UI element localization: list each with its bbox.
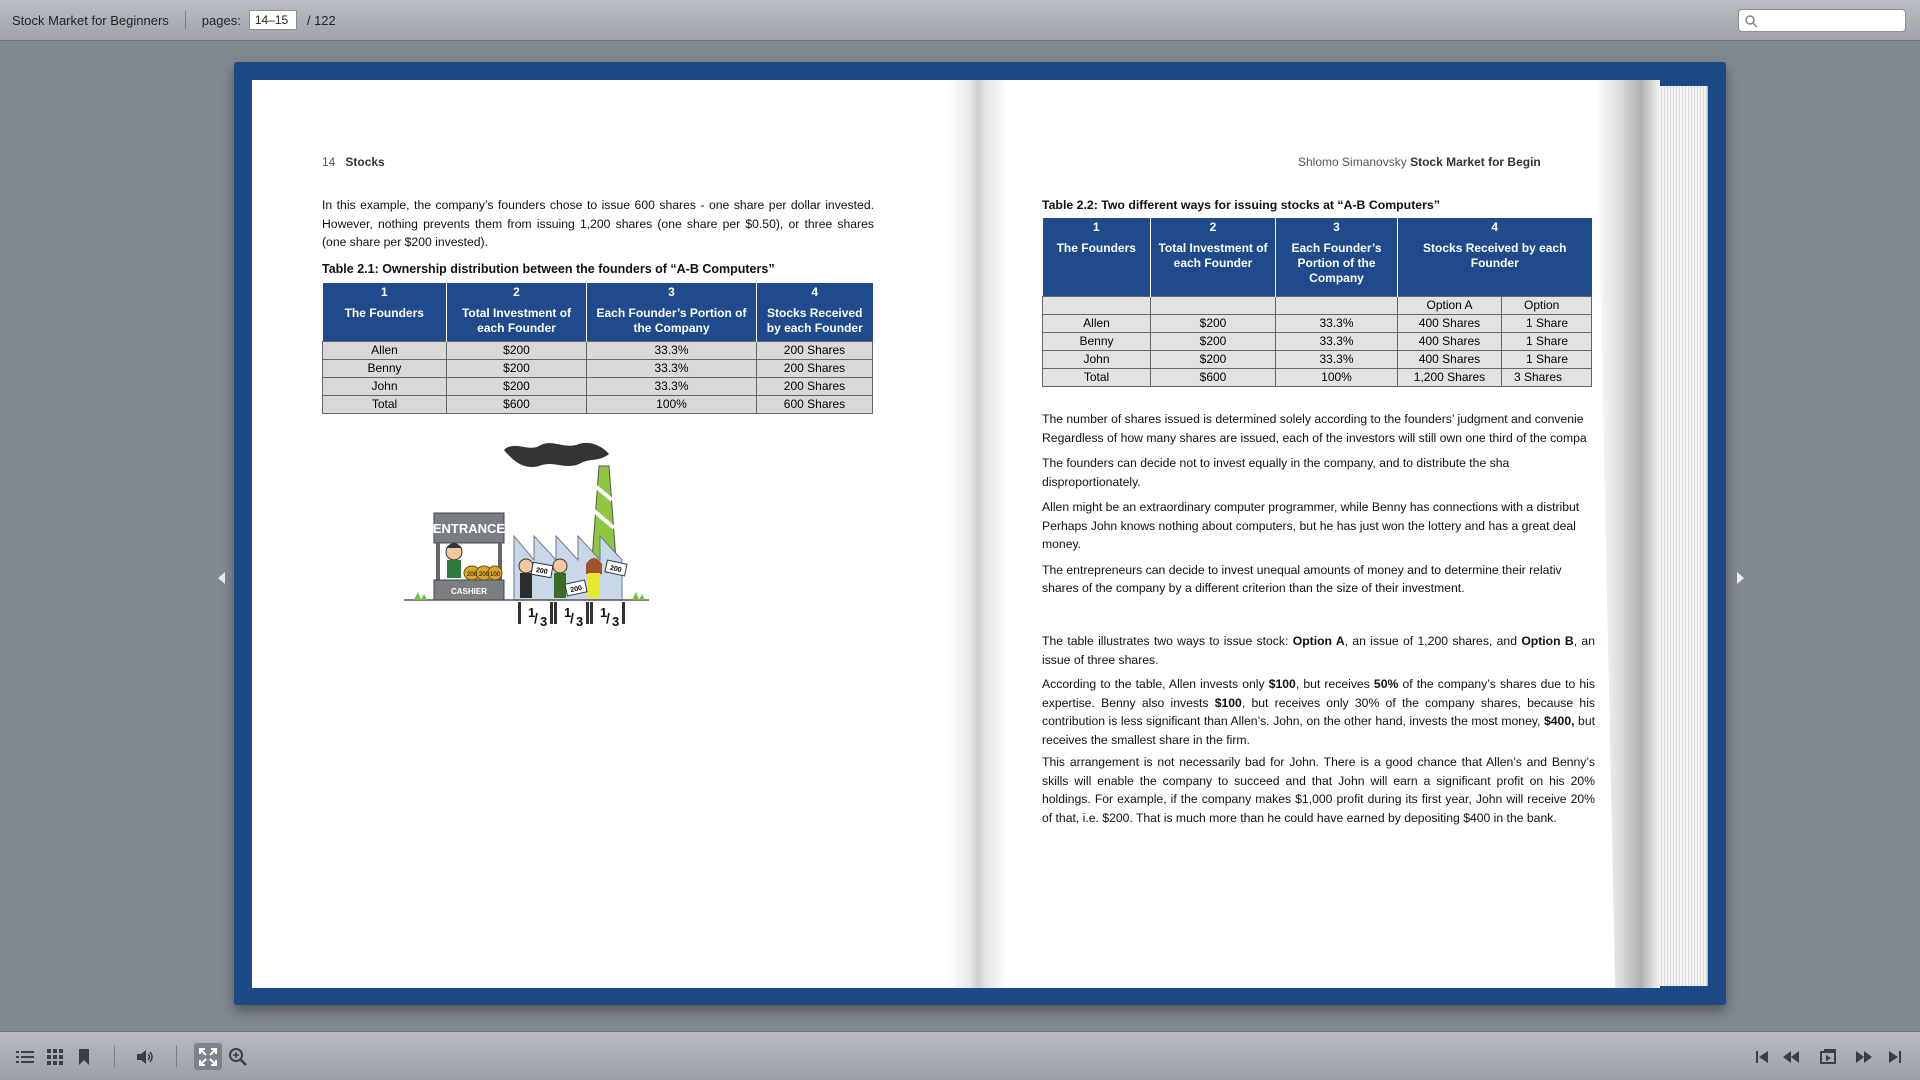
first-page-icon[interactable] bbox=[1752, 1046, 1774, 1068]
paragraph: According to the table, Allen invests only $100, but receives 50% of the company’s shares due to his expertise. Benny also invests $100, but receives only 30% of the company shares, because his contribution is less significant than Allen’s. John, on the other hand, invests the most money, $400, but receives the smallest share in the firm. bbox=[1042, 677, 1595, 747]
table-caption: Table 2.2: Two different ways for issuing stocks at “A-B Computers” bbox=[1042, 198, 1440, 212]
page-number-input[interactable] bbox=[249, 10, 297, 30]
page-number: 14 bbox=[322, 155, 336, 169]
table-row: John $200 33.3% 200 Shares bbox=[323, 377, 873, 395]
page-count: / 122 bbox=[306, 12, 336, 28]
toolbar-divider bbox=[185, 11, 186, 29]
previous-page-arrow[interactable] bbox=[218, 572, 225, 584]
sound-icon[interactable] bbox=[134, 1046, 156, 1068]
book-gutter bbox=[948, 80, 1008, 988]
svg-text:200: 200 bbox=[569, 584, 583, 595]
svg-text:3: 3 bbox=[612, 614, 620, 629]
table-caption: Table 2.1: Ownership distribution between the founders of “A-B Computers” bbox=[322, 262, 775, 276]
svg-text:1: 1 bbox=[600, 605, 608, 620]
paragraph: The number of shares issued is determined solely according to the founders’ judgment and convenie Regardless of how many shares are issued, each of the investors will still own one third of the compa The founders can decide not to invest equally in the company, and to distribute the sha disproportionately. Allen might be an extraordinary computer programmer, while Benny has connections with a distribut Perhaps John knows nothing about computers, but he has just won the lottery and has a great deal money. The entrepreneurs can decide to invest unequal amounts of money and to determine their relativ shares of the company by a different criterion than the size of their investment. bbox=[1042, 412, 1587, 595]
fullscreen-icon bbox=[197, 1046, 219, 1068]
document-title: Stock Market for Beginners bbox=[12, 12, 169, 28]
svg-text:200: 200 bbox=[466, 572, 478, 578]
page-view-icon[interactable] bbox=[1817, 1046, 1839, 1068]
table-header: 4 Stocks Received by each Founder bbox=[757, 283, 873, 341]
last-page-icon[interactable] bbox=[1883, 1046, 1905, 1068]
pages-label: pages: bbox=[201, 12, 241, 28]
svg-text:1: 1 bbox=[564, 605, 572, 620]
table-row: Allen $200 33.3% 400 Shares 1 Share bbox=[1043, 314, 1592, 332]
running-header bbox=[322, 155, 385, 169]
next-page-icon[interactable] bbox=[1853, 1046, 1875, 1068]
table-row: Total $600 100% 1,200 Shares 3 Shares bbox=[1043, 368, 1592, 386]
table-header: 4 Stocks Received by each Founder bbox=[1398, 218, 1592, 296]
table-header: 1 The Founders bbox=[323, 283, 447, 341]
search-input[interactable] bbox=[1761, 13, 1901, 29]
svg-text:1: 1 bbox=[528, 605, 536, 620]
factory-illustration bbox=[394, 440, 654, 660]
fullscreen-button[interactable] bbox=[194, 1043, 222, 1070]
zoom-icon[interactable] bbox=[227, 1046, 249, 1068]
table-header: 3 Each Founder’s Portion of the Company bbox=[1276, 218, 1398, 296]
svg-text:100: 100 bbox=[489, 572, 501, 578]
svg-text:200: 200 bbox=[609, 564, 623, 575]
table-of-contents-icon[interactable] bbox=[14, 1046, 36, 1068]
table-header: 2 Total Investment of each Founder bbox=[1151, 218, 1276, 296]
table-header: 1 The Founders bbox=[1043, 218, 1151, 296]
paragraph: In this example, the company’s founders chose to issue 600 shares - one share per dollar invested. However, nothing prevents them from issuing 1,200 shares (one share per $0.50), or three shares (one share per $200 invested). bbox=[322, 198, 874, 249]
paragraph: The table illustrates two ways to issue stock: Option A, an issue of 1,200 shares, and Option B, an issue of three shares. bbox=[1042, 634, 1595, 667]
cashier-sign: CASHIER bbox=[450, 587, 488, 596]
author-name: Shlomo Simanovsky bbox=[1298, 155, 1407, 169]
bookmark-icon[interactable] bbox=[73, 1046, 95, 1068]
top-toolbar bbox=[0, 0, 1920, 41]
table-header: 3 Each Founder’s Portion of the Company bbox=[587, 283, 757, 341]
search-icon bbox=[1744, 14, 1758, 28]
table-row: Benny $200 33.3% 200 Shares bbox=[323, 359, 873, 377]
svg-text:3: 3 bbox=[540, 614, 548, 629]
issuing-options-table bbox=[1042, 218, 1592, 387]
table-row: Allen $200 33.3% 200 Shares bbox=[323, 341, 873, 359]
table-row: Benny $200 33.3% 400 Shares 1 Share bbox=[1043, 332, 1592, 350]
table-row: Total $600 100% 600 Shares bbox=[323, 395, 873, 413]
toolbar-divider bbox=[176, 1045, 177, 1067]
svg-text:200: 200 bbox=[535, 567, 549, 576]
chapter-title: Stocks bbox=[345, 155, 385, 169]
next-page-arrow[interactable] bbox=[1737, 572, 1744, 584]
paragraph: This arrangement is not necessarily bad for John. There is a good chance that Allen’s and Benny’s skills will enable the company to succeed and that John will earn a significant profit on his 20% holdings. For example, if the company makes $1,000 profit during its first year, John will receive 20% of that, i.e. $200. That is much more than he could have earned by depositing $400 in the bank. bbox=[1042, 755, 1595, 825]
svg-text:/: / bbox=[570, 610, 574, 626]
entrance-sign: ENTRANCE bbox=[432, 521, 506, 536]
svg-text:3: 3 bbox=[576, 614, 584, 629]
table-subheader-row: Option A Option bbox=[1043, 296, 1592, 314]
thumbnails-icon[interactable] bbox=[44, 1046, 66, 1068]
page-edges bbox=[1656, 86, 1708, 986]
table-row: John $200 33.3% 400 Shares 1 Share bbox=[1043, 350, 1592, 368]
svg-text:/: / bbox=[534, 610, 538, 626]
ownership-table bbox=[322, 283, 873, 414]
search-field[interactable] bbox=[1738, 9, 1906, 32]
left-page[interactable] bbox=[252, 80, 958, 988]
book-title: Stock Market for Begin bbox=[1410, 155, 1541, 169]
running-header bbox=[1298, 155, 1541, 169]
right-page[interactable] bbox=[1006, 80, 1658, 988]
table-header: 2 Total Investment of each Founder bbox=[447, 283, 587, 341]
svg-text:/: / bbox=[606, 610, 610, 626]
svg-text:200: 200 bbox=[478, 572, 490, 578]
toolbar-divider bbox=[114, 1045, 115, 1067]
bottom-toolbar bbox=[0, 1031, 1920, 1080]
previous-page-icon[interactable] bbox=[1780, 1046, 1802, 1068]
